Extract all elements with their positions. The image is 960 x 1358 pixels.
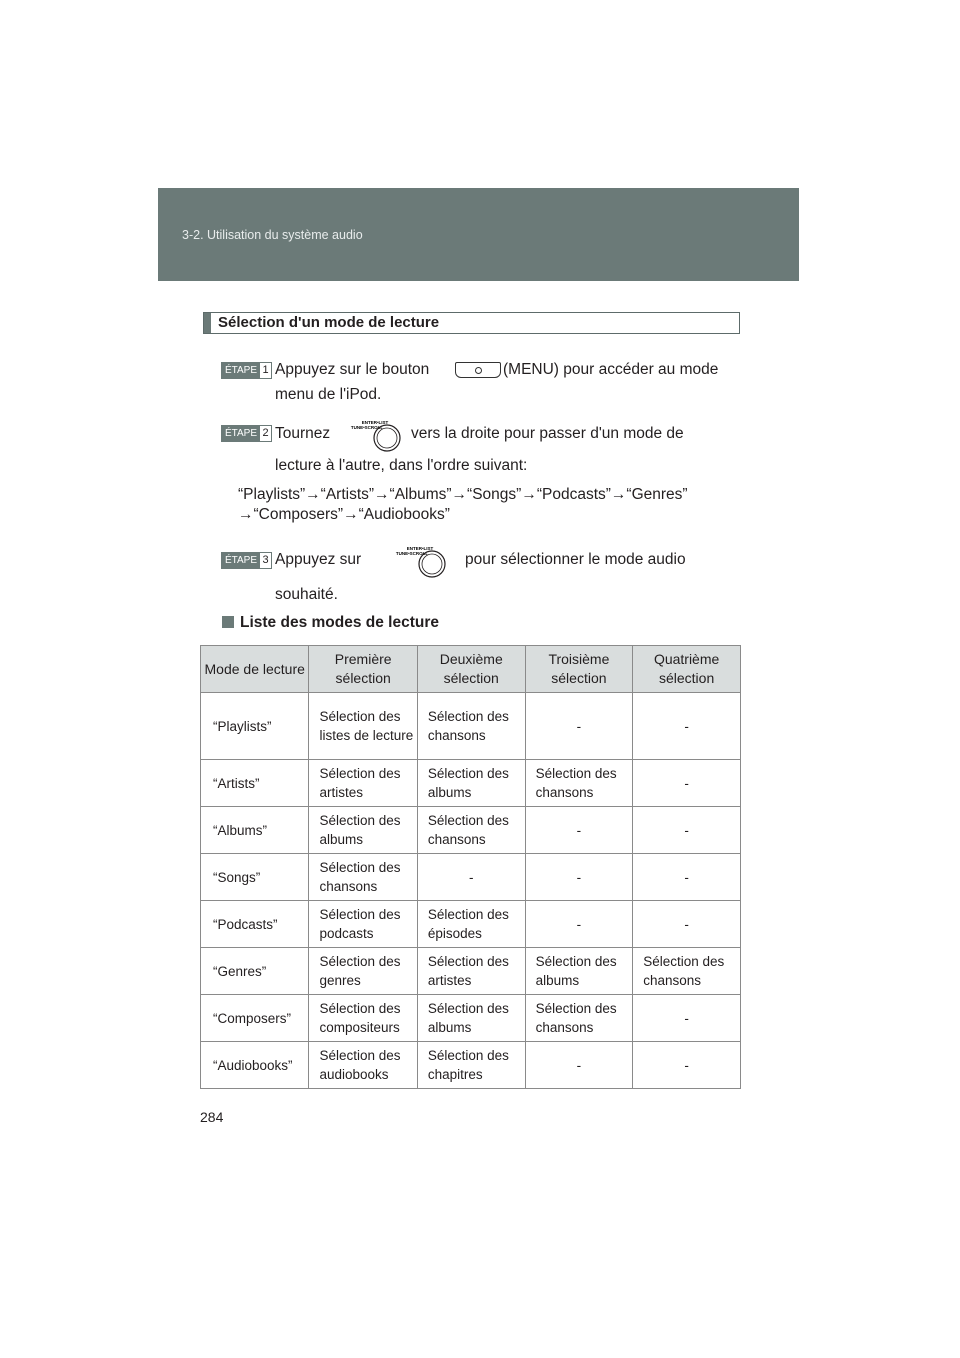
table-cell: - [525, 807, 633, 854]
knob-label-top: ENTER•LIST [361, 420, 389, 425]
knob-label-bottom: TUNE•SCROLL [350, 425, 384, 430]
table-header-row [201, 646, 741, 693]
table-cell: Sélection des listes de lecture [309, 693, 417, 760]
table-cell: - [633, 807, 741, 854]
list-heading-text: Liste des modes de lecture [240, 614, 439, 631]
table-cell: Sélection des albums [417, 995, 525, 1042]
table-cell: - [633, 693, 741, 760]
table-row [201, 854, 741, 901]
step-1-text-a: Appuyez sur le bouton [275, 361, 430, 378]
table-row [201, 1042, 741, 1089]
section-accent [204, 313, 211, 333]
table-cell: Sélection des chansons [309, 854, 417, 901]
step-3-text-a: Appuyez sur [275, 551, 362, 568]
table-cell: - [525, 901, 633, 948]
step-1-text-line2: menu de l'iPod. [275, 386, 382, 403]
step-badge-number: 1 [262, 364, 269, 376]
table-cell: - [633, 995, 741, 1042]
table-cell: Sélection des chansons [525, 760, 633, 807]
menu-button-icon [455, 362, 501, 378]
table-row [201, 760, 741, 807]
table-row [201, 693, 741, 760]
table-cell: - [633, 760, 741, 807]
table-cell: “Podcasts” [201, 901, 309, 948]
step-2-text-a: Tournez [275, 425, 331, 442]
table-cell: Sélection des albums [525, 948, 633, 995]
table-cell: - [525, 693, 633, 760]
breadcrumb: 3-2. Utilisation du système audio [182, 228, 363, 242]
table-cell: - [633, 1042, 741, 1089]
table-cell: “Albums” [201, 807, 309, 854]
table-cell: Sélection des chansons [417, 807, 525, 854]
step-3-badge [221, 552, 272, 569]
sequence-line-2: →“Composers”→“Audiobooks” [238, 506, 450, 523]
step-badge-label: ÉTAPE [222, 426, 260, 441]
step-1-badge [221, 362, 272, 379]
table-row [201, 948, 741, 995]
table-cell: - [633, 854, 741, 901]
table-cell: Sélection des compositeurs [309, 995, 417, 1042]
table-cell: Sélection des chapitres [417, 1042, 525, 1089]
table-cell: - [417, 854, 525, 901]
step-2-badge [221, 425, 272, 442]
sequence-line-1: “Playlists”→“Artists”→“Albums”→“Songs”→“Podcasts”→“Genres” [238, 486, 688, 503]
step-badge-label: ÉTAPE [222, 363, 260, 378]
square-bullet-icon [222, 616, 234, 628]
table-cell: “Playlists” [201, 693, 309, 760]
table-cell: Sélection des artistes [309, 760, 417, 807]
step-badge-number: 3 [262, 554, 269, 566]
table-cell: “Genres” [201, 948, 309, 995]
tune-knob-icon [390, 544, 452, 578]
table-cell: Sélection des artistes [417, 948, 525, 995]
table-cell: Sélection des chansons [525, 995, 633, 1042]
step-2-text-line2: lecture à l'autre, dans l'ordre suivant: [275, 457, 528, 474]
table-cell: “Composers” [201, 995, 309, 1042]
table-row [201, 807, 741, 854]
play-modes-table [200, 645, 741, 1089]
step-1-text-b: (MENU) pour accéder au mode [503, 361, 719, 378]
table-cell: - [525, 854, 633, 901]
section-title-bar [203, 312, 740, 334]
table-header-cell: Première sélection [309, 646, 417, 693]
table-cell: Sélection des audiobooks [309, 1042, 417, 1089]
table-cell: Sélection des albums [309, 807, 417, 854]
table-cell: Sélection des genres [309, 948, 417, 995]
table-header-cell: Troisième sélection [525, 646, 633, 693]
tune-knob-icon [345, 418, 407, 452]
step-badge-number: 2 [262, 427, 269, 439]
table-cell: - [633, 901, 741, 948]
table-row [201, 901, 741, 948]
table-cell: - [525, 1042, 633, 1089]
knob-label-bottom: TUNE•SCROLL [395, 551, 429, 556]
step-3-text-b: pour sélectionner le mode audio [465, 551, 686, 568]
table-cell: Sélection des épisodes [417, 901, 525, 948]
step-2-text-b: vers la droite pour passer d'un mode de [411, 425, 684, 442]
table-header-cell: Deuxième sélection [417, 646, 525, 693]
table-cell: “Artists” [201, 760, 309, 807]
table-cell: “Songs” [201, 854, 309, 901]
list-heading [222, 614, 439, 632]
table-header-cell: Mode de lecture [201, 646, 309, 693]
table-cell: Sélection des albums [417, 760, 525, 807]
table-cell: Sélection des chansons [417, 693, 525, 760]
section-title: Sélection d'un mode de lecture [218, 314, 440, 331]
table-row [201, 995, 741, 1042]
table-cell: Sélection des chansons [633, 948, 741, 995]
table-cell: Sélection des podcasts [309, 901, 417, 948]
step-3-text-line2: souhaité. [275, 586, 338, 603]
table-cell: “Audiobooks” [201, 1042, 309, 1089]
step-badge-label: ÉTAPE [222, 553, 260, 568]
table-header-cell: Quatrième sélection [633, 646, 741, 693]
knob-label-top: ENTER•LIST [406, 546, 434, 551]
page-number: 284 [200, 1109, 224, 1125]
header-band [158, 188, 799, 281]
